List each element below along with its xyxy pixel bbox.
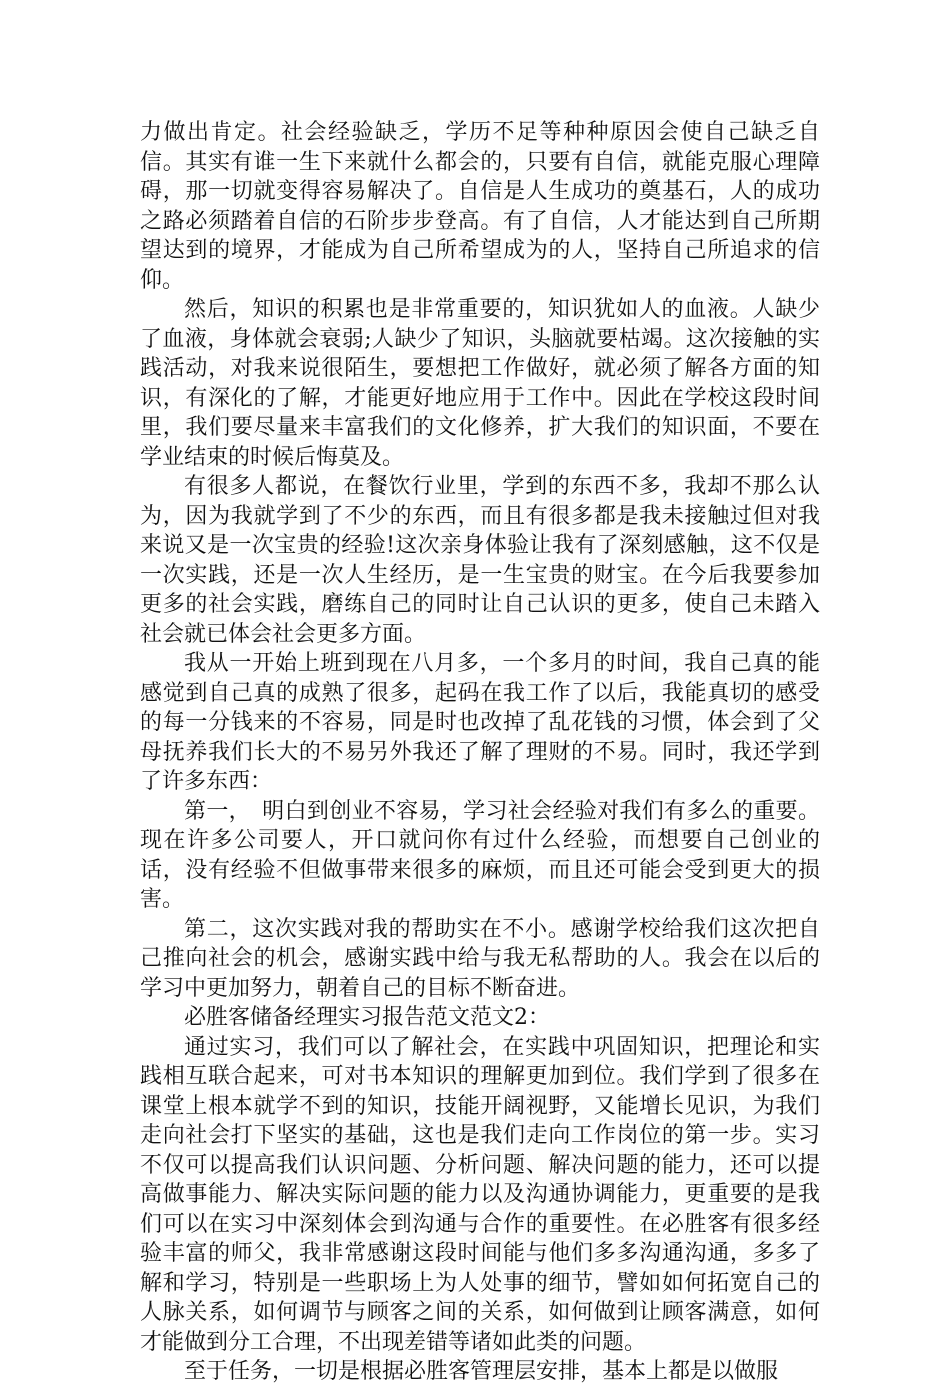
paragraph-3: 有很多人都说，在餐饮行业里，学到的东西不多，我却不那么认为，因为我就学到了不少的东西，而且有很多都是我未接触过但对我来说又是一次宝贵的经验!这次亲身体验让我有了深刻感触，这不仅是一次实践，还是一次人生经历，是一生宝贵的财宝。在今后我要参加更多的社会实践，磨练自己的同时让自己认识的更多，使自己未踏入社会就已体会社会更多方面。 [140,474,820,647]
paragraph-5: 第一， 明白到创业不容易，学习社会经验对我们有多么的重要。现在许多公司要人，开口就问你有过什么经验，而想要自己创业的话，没有经验不但做事带来很多的麻烦，而且还可能会受到更大的损害。 [140,798,820,912]
paragraph-1: 力做出肯定。社会经验缺乏，学历不足等种种原因会使自己缺乏自信。其实有谁一生下来就什么都会的，只要有自信，就能克服心理障碍，那一切就变得容易解决了。自信是人生成功的奠基石，人的成功之路必须踏着自信的石阶步步登高。有了自信，人才能达到自己所期望达到的境界，才能成为自己所希望成为的人，坚持自己所追求的信仰。 [140,120,820,293]
paragraph-4: 我从一开始上班到现在八月多，一个多月的时间，我自己真的能感觉到自己真的成熟了很多，起码在我工作了以后，我能真切的感受的每一分钱来的不容易，同是时也改掉了乱花钱的习惯，体会到了父母抚养我们长大的不易另外我还了解了理财的不易。同时，我还学到了许多东西： [140,651,820,794]
paragraph-2: 然后，知识的积累也是非常重要的，知识犹如人的血液。人缺少了血液，身体就会衰弱;人缺少了知识，头脑就要枯竭。这次接触的实践活动，对我来说很陌生，要想把工作做好，就必须了解各方面的知识，有深化的了解，才能更好地应用于工作中。因此在学校这段时间里，我们要尽量来丰富我们的文化修养，扩大我们的知识面，不要在学业结束的时候后悔莫及。 [140,297,820,470]
document-body [140,118,820,1387]
paragraph-7: 通过实习，我们可以了解社会，在实践中巩固知识，把理论和实践相互联合起来，可对书本知识的理解更加到位。我们学到了很多在课堂上根本就学不到的知识，技能开阔视野，又能增长见识，为我们走向社会打下坚实的基础，这也是我们走向工作岗位的第一步。实习不仅可以提高我们认识问题、分析问题、解决问题的能力，还可以提高做事能力、解决实际问题的能力以及沟通协调能力，更重要的是我们可以在实习中深刻体会到沟通与合作的重要性。在必胜客有很多经验丰富的师父，我非常感谢这段时间能与他们多多沟通沟通，多多了解和学习，特别是一些职场上为人处事的细节，譬如如何拓宽自己的人脉关系，如何调节与顾客之间的关系，如何做到让顾客满意，如何才能做到分工合理，不出现差错等诸如此类的问题。 [140,1034,820,1355]
paragraph-8: 至于任务，一切是根据必胜客管理层安排，基本上都是以做服 [184,1359,779,1384]
section-heading: 必胜客储备经理实习报告范文范文2： [184,1005,550,1030]
paragraph-6: 第二，这次实践对我的帮助实在不小。感谢学校给我们这次把自己推向社会的机会，感谢实践中给与我无私帮助的人。我会在以后的学习中更加努力，朝着自己的目标不断奋进。 [140,916,820,1001]
